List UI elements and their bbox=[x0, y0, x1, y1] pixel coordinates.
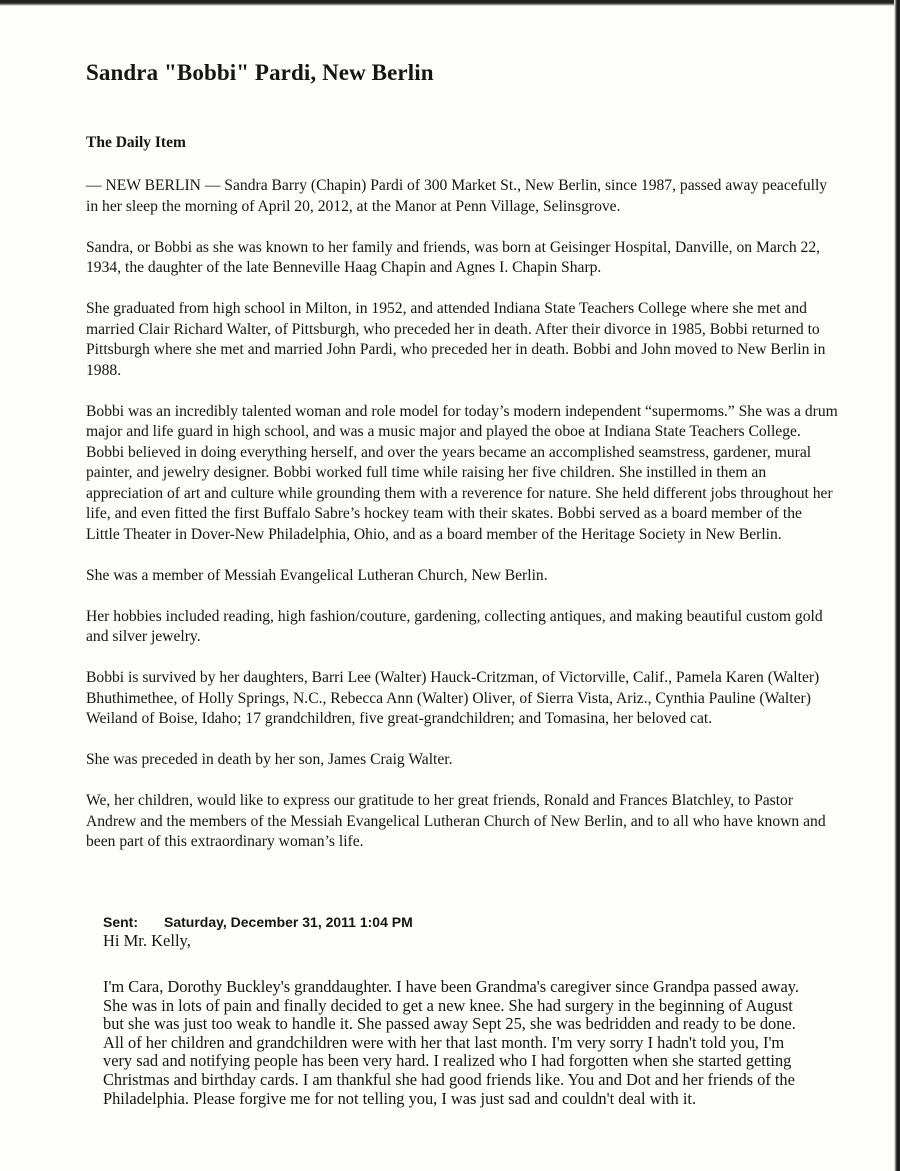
paragraph-survivors: Bobbi is survived by her daughters, Barri Lee (Walter) Hauck-Critzman, of Victorville, Calif., Pamela Karen (Walter) Bhuthimethee, of Holly Springs, N.C., Rebecca Ann (Walter) Oliver, of Sierra Vista, Ariz., Cynthia Pauline (Walter) Weiland of Boise, Idaho; 17 grandchildren, five great-grandchildren; and Tomasina, her beloved cat. bbox=[86, 669, 820, 727]
scan-edge-top bbox=[0, 0, 900, 6]
email-sent-label: Sent: bbox=[103, 914, 138, 930]
newspaper-source: The Daily Item bbox=[86, 134, 186, 151]
paragraph-hobbies: Her hobbies included reading, high fashion/couture, gardening, collecting antiques, and making beautiful custom gold and silver jewelry. bbox=[86, 607, 823, 645]
paragraph-intro: — NEW BERLIN — Sandra Barry (Chapin) Pardi of 300 Market St., New Berlin, since 1987, passed away peacefully in her sleep the morning of April 20, 2012, at the Manor at Penn Village, Selinsgrove. bbox=[86, 177, 828, 215]
paragraph-gratitude: We, her children, would like to express our gratitude to her great friends, Ronald and Frances Blatchley, to Pastor Andrew and the members of the Messiah Evangelical Lutheran Church of New Berlin, and to all who have known and been part of this extraordinary woman’s life. bbox=[86, 792, 826, 850]
email-excerpt bbox=[103, 913, 823, 1108]
obituary-article bbox=[86, 176, 838, 873]
paragraph-church: She was a member of Messiah Evangelical Lutheran Church, New Berlin. bbox=[86, 566, 548, 584]
email-greeting: Hi Mr. Kelly, bbox=[103, 931, 191, 950]
scan-edge-right bbox=[894, 0, 900, 1171]
email-sent-value: Saturday, December 31, 2011 1:04 PM bbox=[164, 914, 413, 930]
email-sent-line bbox=[103, 913, 823, 931]
paragraph-education: She graduated from high school in Milton, in 1952, and attended Indiana State Teachers College where she met and married Clair Richard Walter, of Pittsburgh, who preceded her in death. After their divorce in 1985, Bobbi returned to Pittsburgh where she met and married John Pardi, who preceded her in death. Bobbi and John moved to New Berlin in 1988. bbox=[86, 300, 826, 379]
email-body: I'm Cara, Dorothy Buckley's granddaughter. I have been Grandma's caregiver since Grandpa passed away. She was in lots of pain and finally decided to get a new knee. She had surgery in the beginning of August but she was just too weak to handle it. She passed away Sept 25, she was bedridden and ready to be done. All of her children and grandchildren were with her that last month. I'm very sorry I hadn't told you, I'm very sad and notifying people has been very hard. I realized who I had forgotten when she started getting Christmas and birthday cards. I am thankful she had good friends like. You and Dot and her friends of the Philadelphia. Please forgive me for not telling you, I was just sad and couldn't deal with it. bbox=[103, 977, 799, 1108]
paragraph-birth: Sandra, or Bobbi as she was known to her family and friends, was born at Geisinger Hospital, Danville, on March 22, 1934, the daughter of the late Benneville Haag Chapin and Agnes I. Chapin Sharp. bbox=[86, 238, 821, 276]
obituary-title: Sandra "Bobbi" Pardi, New Berlin bbox=[86, 60, 434, 85]
paragraph-biography: Bobbi was an incredibly talented woman and role model for today’s modern independent “supermoms.” She was a drum major and life guard in high school, and was a music major and played the oboe at Indiana State Teachers College. Bobbi believed in doing everything herself, and over the years became an accomplished seamstress, gardener, mural painter, and jewelry designer. Bobbi worked full time while raising her five children. She instilled in them an appreciation of art and culture while grounding them with a reverence for nature. She held different jobs throughout her life, and even fitted the first Buffalo Sabre’s hockey team with their skates. Bobbi served as a board member of the Little Theater in Dover-New Philadelphia, Ohio, and as a board member of the Heritage Society in New Berlin. bbox=[86, 402, 838, 543]
paragraph-preceded: She was preceded in death by her son, James Craig Walter. bbox=[86, 751, 453, 768]
